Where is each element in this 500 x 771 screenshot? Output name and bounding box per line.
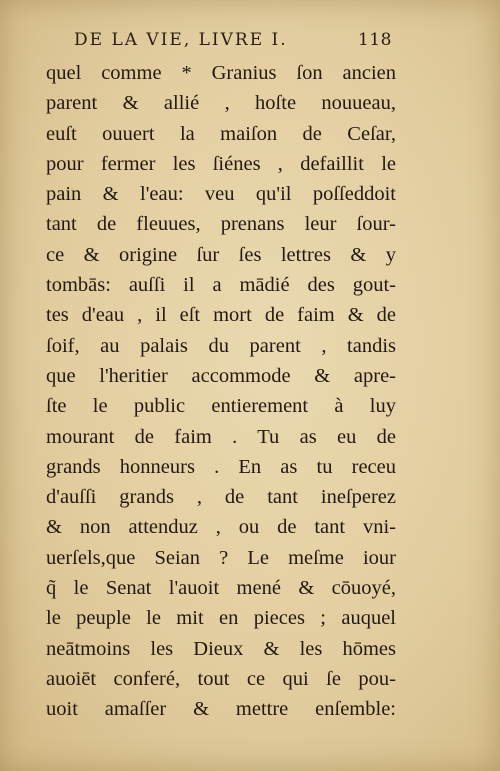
text-line: uerſels,que Seian ? Le meſme iour [46,546,396,569]
page-number: 118 [358,30,392,50]
text-line: ſoif, au palais du parent , tandis [46,334,396,357]
text-line: & non attenduz , ou de tant vni- [46,516,396,539]
text-line: que l'heritier accommode & apre- [46,364,396,387]
text-line: uoit amaſſer & mettre enſemble: [46,698,396,721]
text-line: q̃ le Senat l'auoit mené & cōuoyé, [46,577,396,600]
text-line: grands honneurs . En as tu receu [46,455,396,478]
text-line: euſt ouuert la maiſon de Ceſar, [46,122,396,145]
text-line: ſte le public entierement à luy [46,395,396,418]
running-head [74,30,392,54]
text-line: d'auſſi grands , de tant ineſperez [46,486,396,509]
text-line: parent & allié , hoſte nouueau, [46,92,396,115]
text-line: quel comme * Granius ſon ancien [46,62,396,84]
text-line: neātmoins les Dieux & les hōmes [46,637,396,660]
body-text [46,58,396,725]
text-line: pain & l'eau: veu qu'il poſſeddoit [46,183,396,206]
running-title: DE LA VIE, LIVRE I. [74,30,288,50]
text-line: auoiēt conferé, tout ce qui ſe pou- [46,667,396,690]
text-line: tombās: auſſi il a mādié des gout- [46,274,396,297]
text-line: le peuple le mit en pieces ; auquel [46,607,396,630]
text-line: tant de fleuues, prenans leur ſour- [46,213,396,236]
text-line: pour fermer les ſiénes , defaillit le [46,152,396,175]
text-line: tes d'eau , il eſt mort de faim & de [46,304,396,327]
text-line: mourant de faim . Tu as eu de [46,425,396,448]
text-line: ce & origine ſur ſes lettres & y [46,243,396,266]
